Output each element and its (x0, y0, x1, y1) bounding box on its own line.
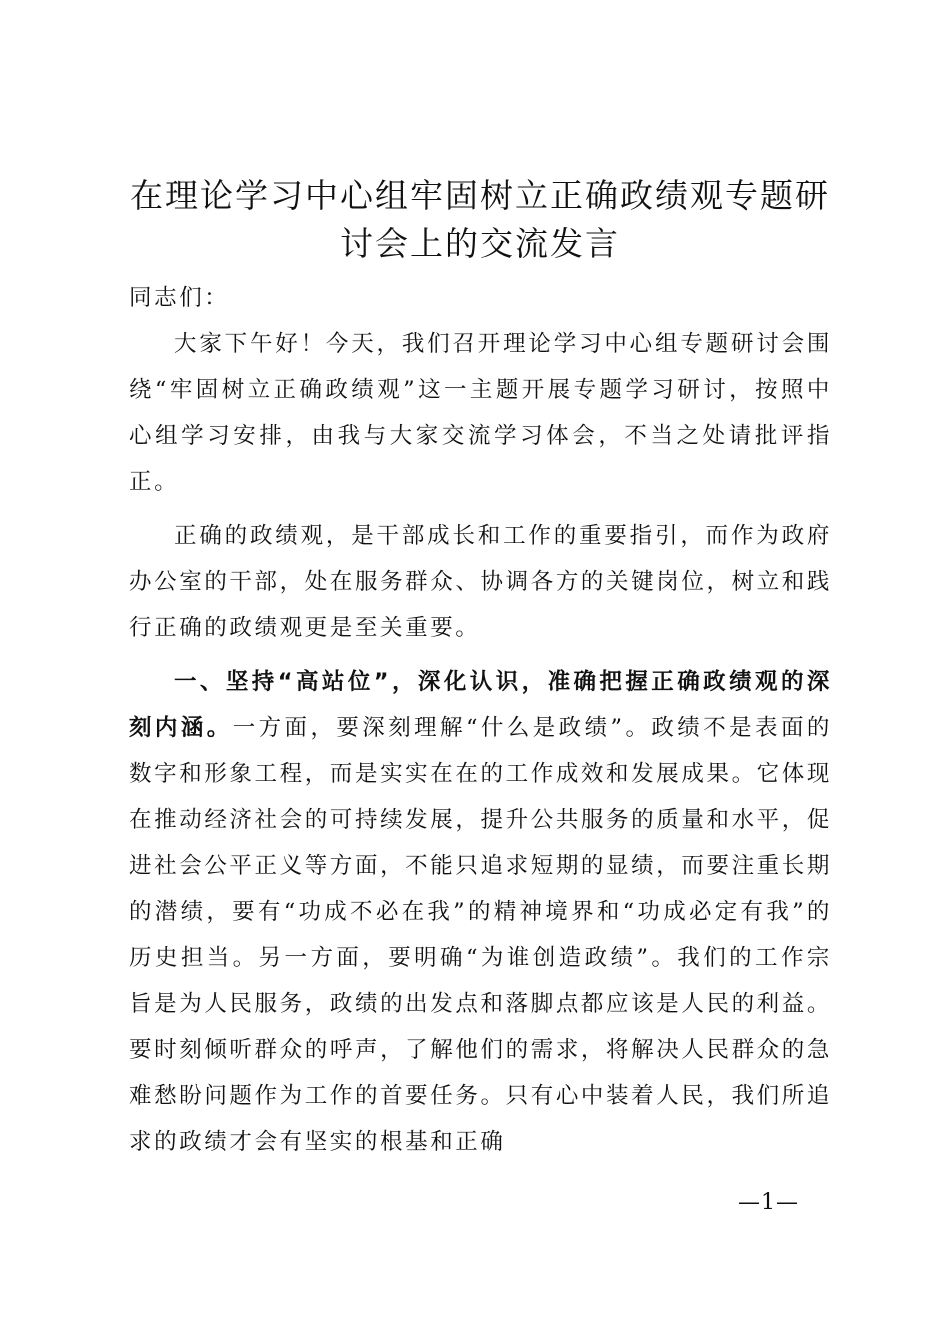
salutation: 同志们： (129, 285, 230, 311)
paragraph-opening: 大家下午好！今天，我们召开理论学习中心组专题研讨会围绕“牢固树立正确政绩观”这一主题开展专题学习研讨，按照中心组学习安排，由我与大家交流学习体会，不当之处请批评指正。 (129, 331, 832, 495)
page-number: —1— (738, 1190, 799, 1215)
section-one-body: 一方面，要深刻理解“什么是政绩”。政绩不是表面的数字和形象工程，而是实实在在的工作成效和发展成果。它体现在推动经济社会的可持续发展，提升公共服务的质量和水平，促进社会公平正义等方面，不能只追求短期的显绩，而要注重长期的潜绩，要有“功成不必在我”的精神境界和“功成必定有我”的历史担当。另一方面，要明确“为谁创造政绩”。我们的工作宗旨是为人民服务，政绩的出发点和落脚点都应该是人民的利益。要时刻倾听群众的呼声，了解他们的需求，将解决人民群众的急难愁盼问题作为工作的首要任务。只有心中装着人民，我们所追求的政绩才会有坚实的根基和正确 (129, 715, 832, 1155)
title-line-1: 在理论学习中心组牢固树立正确政绩观专题研 (130, 176, 830, 215)
title-line-2: 讨会上的交流发言 (340, 224, 620, 263)
paragraph-intro: 正确的政绩观，是干部成长和工作的重要指引，而作为政府办公室的干部，处在服务群众、协调各方的关键岗位，树立和践行正确的政绩观更是至关重要。 (129, 523, 832, 641)
document-title (120, 172, 840, 268)
document-body (129, 275, 832, 1173)
section-one-heading: 一、坚持“高站位”，深化认识，准确把握正确政绩观的深刻内涵。 (129, 669, 832, 741)
paragraph-section-one (129, 659, 832, 1165)
